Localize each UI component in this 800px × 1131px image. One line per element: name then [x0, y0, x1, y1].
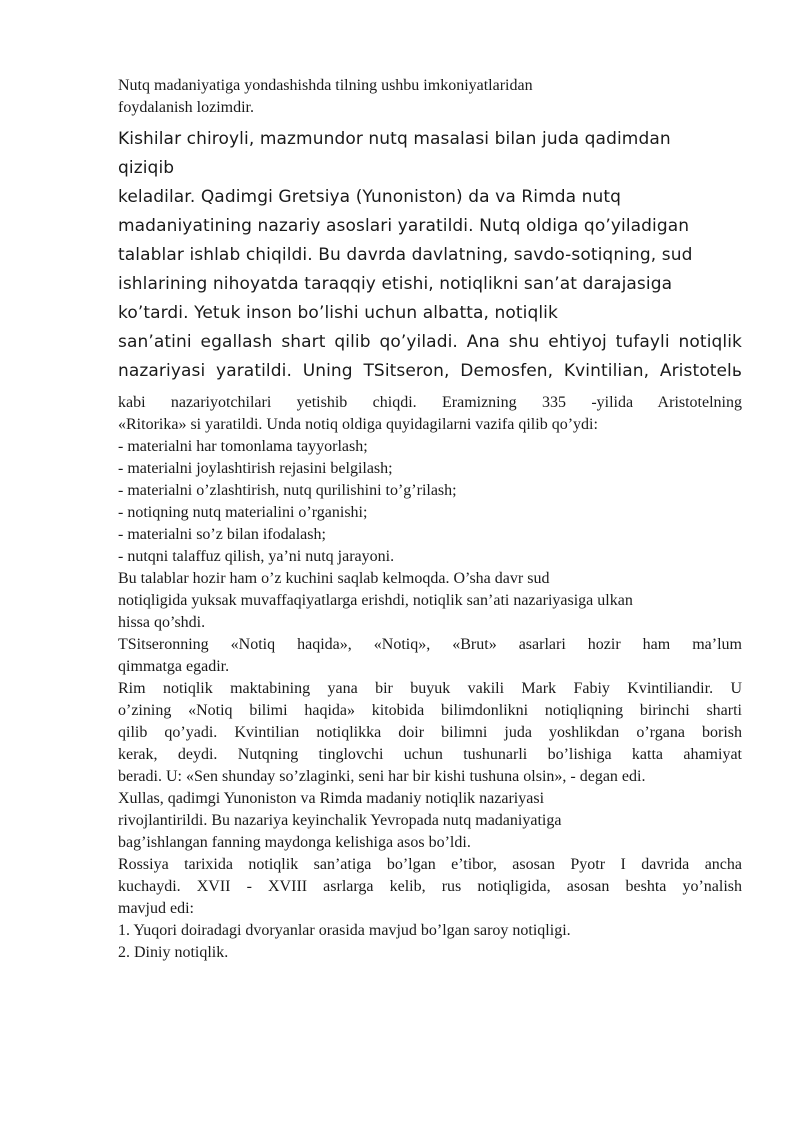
text-line: Xullas, qadimgi Yunoniston va Rimda madaniy notiqlik nazariyasi — [118, 790, 545, 807]
text-line: hissa qo’shdi. — [118, 614, 206, 631]
list-item: - materialni o’zlashtirish, nutq qurilishini to’g’rilash; — [118, 482, 457, 499]
text-line: mavjud edi: — [118, 900, 194, 917]
text-line: qilib qo’yadi. Kvintilian notiqlikka doir bilimni juda yoshlikdan o’rgana borish — [118, 724, 742, 741]
text-line: qimmatga egadir. — [118, 658, 230, 675]
text-line: kabi nazariyotchilari yetishib chiqdi. Eramizning 335 -yilida Aristotelning — [118, 394, 742, 411]
list-item: 2. Diniy notiqlik. — [118, 944, 229, 961]
quintilian-paragraph — [118, 678, 742, 788]
text-line: qiziqib — [118, 158, 175, 178]
list-item: - materialni har tomonlama tayyorlash; — [118, 438, 368, 455]
text-line: notiqligida yuksak muvaffaqiyatlarga erishdi, notiqlik san’ati nazariyasiga ulkan — [118, 592, 633, 609]
list-item: 1. Yuqori doiradagi dvoryanlar orasida mavjud bo’lgan saroy notiqligi. — [118, 922, 571, 939]
text-line: Bu talablar hozir ham o’z kuchini saqlab kelmoqda. O’sha davr sud — [118, 570, 550, 587]
text-line: nazariyasi yaratildi. Uning TSitseron, Demosfen, Kvintilian, Aristotelь — [118, 361, 742, 381]
russia-paragraph — [118, 854, 742, 920]
text-line: beradi. U: «Sen shunday so’zlaginki, seni har bir kishi tushuna olsin», - degan edi. — [118, 768, 646, 785]
intro-paragraph — [118, 75, 533, 119]
text-line: keladilar. Qadimgi Gretsiya (Yunoniston) da va Rimda nutq — [118, 187, 622, 207]
history-paragraph — [118, 125, 742, 386]
list-item: - nutqni talaffuz qilish, ya’ni nutq jarayoni. — [118, 548, 395, 565]
summary-paragraph — [118, 788, 561, 854]
text-line: rivojlantirildi. Bu nazariya keyinchalik Yevropada nutq madaniyatiga — [118, 812, 562, 829]
list-item: - materialni so’z bilan ifodalash; — [118, 526, 326, 543]
list-item: - materialni joylashtirish rejasini belgilash; — [118, 460, 393, 477]
text-line: san’atini egallash shart qilib qo’yiladi. Ana shu ehtiyoj tufayli notiqlik — [118, 332, 742, 352]
text-line: talablar ishlab chiqildi. Bu davrda davlatning, savdo-sotiqning, sud — [118, 245, 693, 265]
text-line: TSitseronning «Notiq haqida», «Notiq», «Brut» asarlari hozir ham ma’lum — [118, 636, 742, 653]
text-line: foydalanish lozimdir. — [118, 99, 254, 116]
text-line: o’zining «Notiq bilimi haqida» kitobida bilimdonlikni notiqliqning birinchi sharti — [118, 702, 742, 719]
cicero-paragraph — [118, 634, 742, 678]
text-line: «Ritorika» si yaratildi. Unda notiq oldiga quyidagilarni vazifa qilib qo’ydi: — [118, 416, 598, 433]
text-line: bag’ishlangan fanning maydonga kelishiga asos bo’ldi. — [118, 834, 471, 851]
text-line: ishlarining nihoyatda taraqqiy etishi, notiqlikni san’at darajasiga — [118, 274, 673, 294]
text-line: Rossiya tarixida notiqlik san’atiga bo’lgan e’tibor, asosan Pyotr I davrida ancha — [118, 856, 742, 873]
task-list — [118, 436, 457, 568]
text-line: Kishilar chiroyli, mazmundor nutq masalasi bilan juda qadimdan — [118, 129, 671, 149]
aristotle-paragraph — [118, 392, 742, 436]
text-line: kerak, deydi. Nutqning tinglovchi uchun tushunarli bo’lishiga katta ahamiyat — [118, 746, 742, 763]
text-line: Rim notiqlik maktabining yana bir buyuk vakili Mark Fabiy Kvintiliandir. U — [118, 680, 742, 697]
still-valid-paragraph — [118, 568, 633, 634]
text-line: madaniyatining nazariy asoslari yaratildi. Nutq oldiga qo’yiladigan — [118, 216, 690, 236]
list-item: - notiqning nutq materialini o’rganishi; — [118, 504, 368, 521]
numbered-list — [118, 920, 571, 964]
text-line: kuchaydi. XVII - XVIII asrlarga kelib, rus notiqligida, asosan beshta yo’nalish — [118, 878, 742, 895]
text-line: Nutq madaniyatiga yondashishda tilning ushbu imkoniyatlaridan — [118, 77, 533, 94]
text-line: ko’tardi. Yetuk inson bo’lishi uchun albatta, notiqlik — [118, 303, 558, 323]
